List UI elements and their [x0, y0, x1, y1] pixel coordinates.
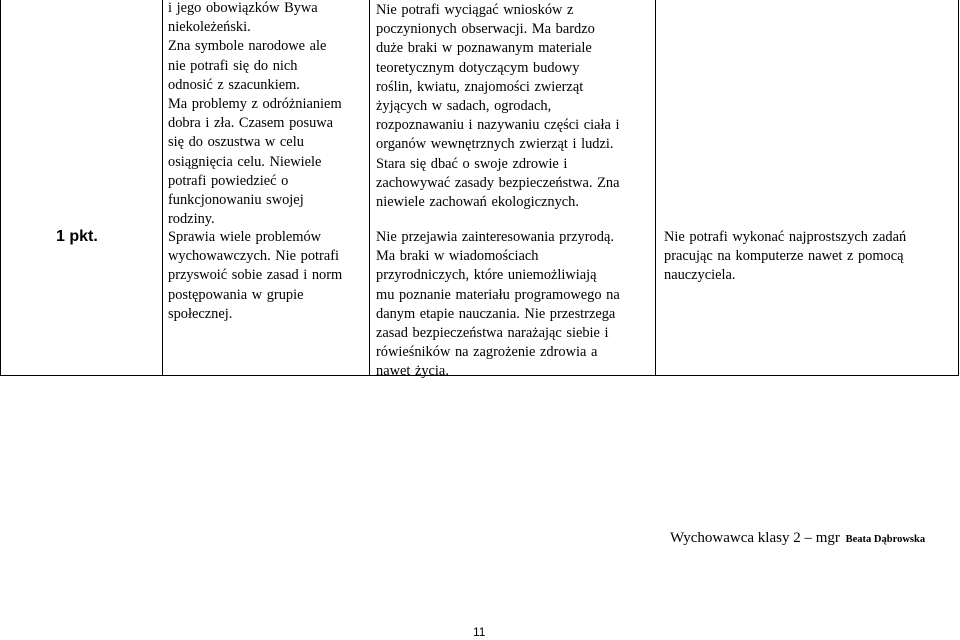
- text-line: dobra i zła. Czasem posuwa: [168, 115, 334, 132]
- skills-column: [656, 0, 959, 375]
- text-line: Nie potrafi wyciągać wniosków z: [376, 2, 574, 18]
- text-line: przyrodniczych, które uniemożliwiają: [376, 267, 597, 284]
- text-line: zachowywać zasady bezpieczeństwa. Zna: [376, 174, 620, 191]
- text-line: odnosić z szacunkiem.: [168, 76, 300, 93]
- text-line: pracując na komputerze nawet z pomocą: [664, 248, 904, 265]
- text-line: się do oszustwa w celu: [168, 134, 304, 151]
- text-line: Sprawia wiele problemów: [168, 229, 322, 245]
- text-line: Nie potrafi wykonać najprostszych zadań: [664, 229, 907, 245]
- text-line: roślin, kwiatu, znajomości zwierząt: [376, 78, 584, 95]
- text-line: Ma problemy z odróżnianiem: [168, 96, 342, 113]
- text-line: poczynionych obserwacji. Ma bardzo: [376, 21, 595, 38]
- text-line: przyswoić sobie zasad i norm: [168, 267, 343, 284]
- text-line: funkcjonowaniu swojej: [168, 192, 304, 209]
- text-line: wychowawczych. Nie potrafi: [168, 248, 340, 265]
- text-line: postępowania w grupie: [168, 286, 304, 303]
- text-line: potrafi powiedzieć o: [168, 172, 289, 189]
- text-line: i jego obowiązków Bywa: [168, 0, 318, 16]
- grade-column: [1, 0, 163, 375]
- knowledge-observations-text: [376, 1, 620, 212]
- signature-name: Beata Dąbrowska: [845, 534, 926, 545]
- text-line: niewiele zachowań ekologicznych.: [376, 194, 579, 211]
- text-line: zasad bezpieczeństwa narażając siebie i: [376, 325, 609, 342]
- text-line: Ma braki w wiadomościach: [376, 248, 539, 265]
- computer-skills-text: [664, 228, 906, 286]
- grade-label: 1 pkt.: [56, 228, 98, 245]
- social-behaviour-text: [168, 0, 342, 229]
- text-line: teoretycznym dotyczącym budowy: [376, 59, 580, 76]
- text-line: społecznej.: [168, 305, 233, 322]
- text-line: rozpoznawaniu i nazywaniu części ciała i: [376, 117, 620, 134]
- text-line: danym etapie nauczania. Nie przestrzega: [376, 305, 616, 322]
- text-line: nawet życia.: [376, 363, 449, 380]
- text-line: duże braki w poznawanym materiale: [376, 40, 592, 57]
- text-line: niekoleżeński.: [168, 19, 251, 36]
- text-line: Stara się dbać o swoje zdrowie i: [376, 155, 568, 172]
- text-line: Nie przejawia zainteresowania przyrodą.: [376, 229, 614, 245]
- text-line: żyjących w sadach, ogrodach,: [376, 98, 552, 115]
- text-line: rówieśników na zagrożenie zdrowia a: [376, 344, 598, 361]
- text-line: nie potrafi się do nich: [168, 57, 298, 74]
- page-number: 11: [473, 625, 486, 639]
- text-line: mu poznanie materiału programowego na: [376, 286, 620, 303]
- social-problems-text: [168, 228, 342, 324]
- signature-role: Wychowawca klasy 2 – mgr: [670, 530, 840, 546]
- text-line: osiągnięcia celu. Niewiele: [168, 153, 322, 170]
- knowledge-interest-text: [376, 228, 620, 382]
- teacher-signature: [670, 530, 925, 547]
- text-line: rodziny.: [168, 211, 215, 228]
- text-line: Zna symbole narodowe ale: [168, 38, 327, 55]
- text-line: organów wewnętrznych zwierząt i ludzi.: [376, 136, 614, 153]
- text-line: nauczyciela.: [664, 267, 736, 284]
